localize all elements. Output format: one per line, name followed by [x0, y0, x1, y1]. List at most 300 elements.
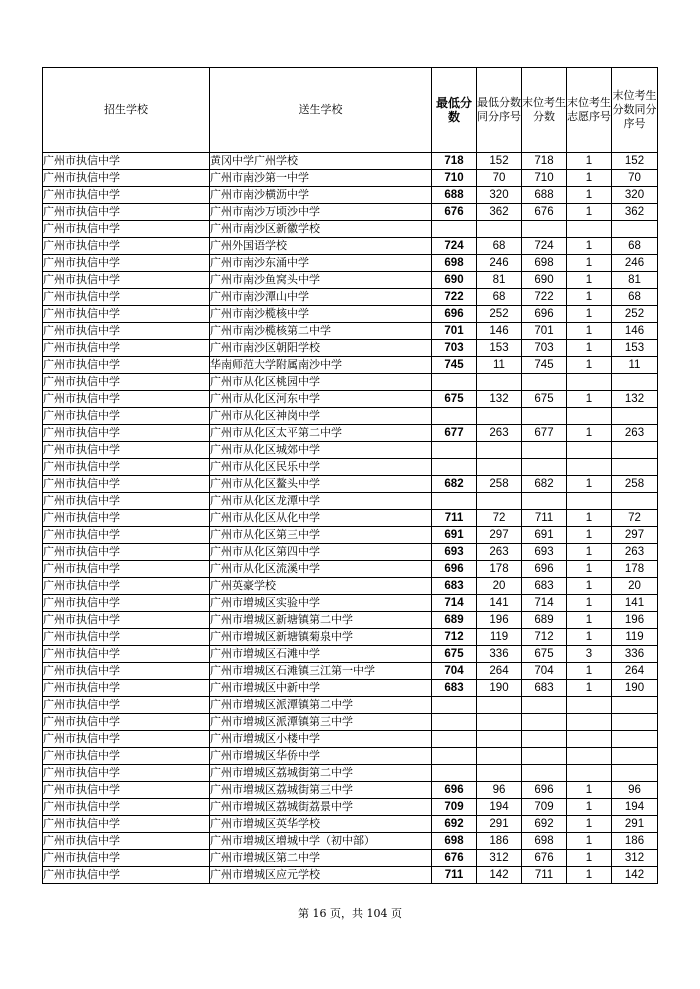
cell-last-preference: 1 [567, 833, 612, 850]
cell-min-score-rank: 142 [477, 867, 522, 884]
cell-last-score: 689 [522, 612, 567, 629]
cell-last-rank [612, 697, 658, 714]
cell-min-score-rank: 72 [477, 510, 522, 527]
cell-last-preference: 1 [567, 595, 612, 612]
table-row [43, 408, 658, 425]
cell-min-score-rank: 70 [477, 170, 522, 187]
cell-last-preference: 1 [567, 391, 612, 408]
cell-send-school: 广州市增城区石滩中学 [210, 646, 432, 663]
cell-send-school: 广州市南沙区朝阳学校 [210, 340, 432, 357]
cell-last-rank: 142 [612, 867, 658, 884]
cell-last-preference: 1 [567, 340, 612, 357]
cell-last-rank [612, 442, 658, 459]
cell-min-score-rank: 68 [477, 289, 522, 306]
cell-last-score: 724 [522, 238, 567, 255]
cell-min-score: 696 [432, 782, 477, 799]
cell-min-score: 712 [432, 629, 477, 646]
cell-recruit-school: 广州市执信中学 [43, 867, 210, 884]
table-row [43, 153, 658, 170]
cell-recruit-school: 广州市执信中学 [43, 714, 210, 731]
cell-last-rank: 336 [612, 646, 658, 663]
cell-min-score-rank: 252 [477, 306, 522, 323]
cell-last-score: 710 [522, 170, 567, 187]
cell-send-school: 广州市增城区派潭镇第二中学 [210, 697, 432, 714]
table-row [43, 765, 658, 782]
cell-min-score: 703 [432, 340, 477, 357]
table-row [43, 391, 658, 408]
cell-recruit-school: 广州市执信中学 [43, 340, 210, 357]
cell-recruit-school: 广州市执信中学 [43, 425, 210, 442]
cell-last-preference: 1 [567, 153, 612, 170]
cell-last-preference: 1 [567, 816, 612, 833]
table-row [43, 238, 658, 255]
cell-recruit-school: 广州市执信中学 [43, 391, 210, 408]
cell-min-score [432, 221, 477, 238]
cell-recruit-school: 广州市执信中学 [43, 374, 210, 391]
cell-last-rank: 297 [612, 527, 658, 544]
cell-min-score: 711 [432, 510, 477, 527]
cell-last-score [522, 408, 567, 425]
cell-last-rank: 96 [612, 782, 658, 799]
table-row [43, 782, 658, 799]
cell-send-school: 广州市增城区荔城街第三中学 [210, 782, 432, 799]
cell-last-preference [567, 714, 612, 731]
cell-recruit-school: 广州市执信中学 [43, 680, 210, 697]
cell-min-score-rank: 297 [477, 527, 522, 544]
cell-recruit-school: 广州市执信中学 [43, 612, 210, 629]
cell-min-score: 690 [432, 272, 477, 289]
cell-recruit-school: 广州市执信中学 [43, 255, 210, 272]
cell-last-rank [612, 714, 658, 731]
cell-last-score: 698 [522, 255, 567, 272]
cell-recruit-school: 广州市执信中学 [43, 459, 210, 476]
page-footer: 第 16 页，共 104 页 [298, 907, 402, 920]
cell-recruit-school: 广州市执信中学 [43, 663, 210, 680]
table-row [43, 187, 658, 204]
cell-last-preference: 1 [567, 425, 612, 442]
cell-last-score [522, 459, 567, 476]
cell-last-preference: 1 [567, 510, 612, 527]
cell-min-score-rank [477, 493, 522, 510]
cell-last-score [522, 442, 567, 459]
cell-send-school: 广州市从化区城郊中学 [210, 442, 432, 459]
cell-last-preference: 1 [567, 255, 612, 272]
cell-min-score-rank: 178 [477, 561, 522, 578]
cell-last-rank: 252 [612, 306, 658, 323]
cell-recruit-school: 广州市执信中学 [43, 527, 210, 544]
table-row [43, 697, 658, 714]
cell-min-score: 675 [432, 646, 477, 663]
cell-last-rank [612, 493, 658, 510]
cell-min-score: 714 [432, 595, 477, 612]
cell-last-preference: 1 [567, 850, 612, 867]
cell-last-preference [567, 221, 612, 238]
cell-last-preference: 1 [567, 527, 612, 544]
table-row [43, 714, 658, 731]
cell-last-score [522, 765, 567, 782]
cell-recruit-school: 广州市执信中学 [43, 272, 210, 289]
cell-min-score-rank: 20 [477, 578, 522, 595]
table-row [43, 357, 658, 374]
cell-last-rank: 196 [612, 612, 658, 629]
cell-send-school: 广州市从化区太平第二中学 [210, 425, 432, 442]
table-row [43, 748, 658, 765]
cell-last-rank: 141 [612, 595, 658, 612]
cell-last-preference: 1 [567, 867, 612, 884]
cell-recruit-school: 广州市执信中学 [43, 544, 210, 561]
cell-last-score: 696 [522, 782, 567, 799]
cell-min-score-rank: 362 [477, 204, 522, 221]
cell-send-school: 广州市从化区民乐中学 [210, 459, 432, 476]
cell-last-score: 711 [522, 867, 567, 884]
cell-min-score-rank [477, 442, 522, 459]
cell-last-rank: 362 [612, 204, 658, 221]
cell-recruit-school: 广州市执信中学 [43, 629, 210, 646]
cell-min-score-rank: 258 [477, 476, 522, 493]
cell-last-score: 683 [522, 680, 567, 697]
cell-last-preference: 1 [567, 799, 612, 816]
cell-min-score-rank [477, 221, 522, 238]
cell-last-score [522, 748, 567, 765]
cell-send-school: 华南师范大学附属南沙中学 [210, 357, 432, 374]
cell-min-score-rank [477, 374, 522, 391]
cell-min-score: 724 [432, 238, 477, 255]
cell-last-rank [612, 408, 658, 425]
cell-last-score: 722 [522, 289, 567, 306]
cell-min-score [432, 697, 477, 714]
cell-min-score-rank: 152 [477, 153, 522, 170]
cell-send-school: 广州市增城区荔城街荔景中学 [210, 799, 432, 816]
cell-min-score [432, 765, 477, 782]
cell-last-preference: 1 [567, 680, 612, 697]
cell-last-rank: 194 [612, 799, 658, 816]
cell-send-school: 广州市从化区河东中学 [210, 391, 432, 408]
cell-min-score: 683 [432, 578, 477, 595]
cell-send-school: 广州市南沙鱼窝头中学 [210, 272, 432, 289]
table-row [43, 272, 658, 289]
cell-recruit-school: 广州市执信中学 [43, 306, 210, 323]
cell-recruit-school: 广州市执信中学 [43, 816, 210, 833]
cell-min-score-rank: 194 [477, 799, 522, 816]
table-row [43, 374, 658, 391]
cell-last-score: 691 [522, 527, 567, 544]
cell-min-score [432, 408, 477, 425]
cell-min-score [432, 714, 477, 731]
cell-last-rank: 70 [612, 170, 658, 187]
table-row [43, 833, 658, 850]
cell-last-score: 675 [522, 391, 567, 408]
cell-recruit-school: 广州市执信中学 [43, 697, 210, 714]
cell-last-score [522, 221, 567, 238]
cell-min-score-rank [477, 714, 522, 731]
cell-send-school: 广州市增城区石滩镇三江第一中学 [210, 663, 432, 680]
cell-last-preference [567, 748, 612, 765]
cell-min-score: 696 [432, 306, 477, 323]
cell-min-score: 718 [432, 153, 477, 170]
cell-last-preference [567, 374, 612, 391]
cell-min-score: 677 [432, 425, 477, 442]
cell-min-score [432, 442, 477, 459]
cell-last-score [522, 493, 567, 510]
cell-last-score [522, 697, 567, 714]
cell-send-school: 黄冈中学广州学校 [210, 153, 432, 170]
cell-last-preference: 1 [567, 323, 612, 340]
table-row [43, 204, 658, 221]
cell-recruit-school: 广州市执信中学 [43, 357, 210, 374]
table-row [43, 289, 658, 306]
cell-min-score-rank: 263 [477, 544, 522, 561]
cell-recruit-school: 广州市执信中学 [43, 765, 210, 782]
cell-min-score-rank: 119 [477, 629, 522, 646]
cell-last-score: 712 [522, 629, 567, 646]
cell-recruit-school: 广州市执信中学 [43, 289, 210, 306]
cell-last-rank [612, 221, 658, 238]
cell-recruit-school: 广州市执信中学 [43, 442, 210, 459]
cell-send-school: 广州市南沙横沥中学 [210, 187, 432, 204]
cell-min-score-rank: 68 [477, 238, 522, 255]
cell-send-school: 广州市增城区派潭镇第三中学 [210, 714, 432, 731]
table-row [43, 850, 658, 867]
cell-last-score: 676 [522, 850, 567, 867]
cell-min-score [432, 731, 477, 748]
cell-last-preference: 1 [567, 272, 612, 289]
cell-min-score [432, 459, 477, 476]
table-row [43, 867, 658, 884]
cell-recruit-school: 广州市执信中学 [43, 323, 210, 340]
cell-send-school: 广州市增城区荔城街第二中学 [210, 765, 432, 782]
cell-last-preference: 1 [567, 629, 612, 646]
cell-min-score: 698 [432, 833, 477, 850]
cell-send-school: 广州市增城区中新中学 [210, 680, 432, 697]
cell-last-rank: 81 [612, 272, 658, 289]
cell-recruit-school: 广州市执信中学 [43, 748, 210, 765]
cell-last-score: 704 [522, 663, 567, 680]
table-row [43, 799, 658, 816]
cell-min-score: 688 [432, 187, 477, 204]
cell-last-score: 682 [522, 476, 567, 493]
cell-last-rank: 291 [612, 816, 658, 833]
header-last-score: 末位考生分数 [522, 68, 567, 153]
cell-last-preference: 1 [567, 187, 612, 204]
cell-last-preference [567, 442, 612, 459]
header-min-score-rank: 最低分数同分序号 [477, 68, 522, 153]
cell-send-school: 广州市南沙万顷沙中学 [210, 204, 432, 221]
cell-recruit-school: 广州市执信中学 [43, 476, 210, 493]
cell-last-score: 692 [522, 816, 567, 833]
cell-min-score-rank: 264 [477, 663, 522, 680]
cell-last-rank: 320 [612, 187, 658, 204]
table-row [43, 170, 658, 187]
cell-last-rank: 153 [612, 340, 658, 357]
cell-last-rank: 11 [612, 357, 658, 374]
cell-last-rank [612, 748, 658, 765]
cell-min-score-rank: 96 [477, 782, 522, 799]
cell-last-rank: 264 [612, 663, 658, 680]
cell-send-school: 广州市南沙东涌中学 [210, 255, 432, 272]
cell-send-school: 广州市从化区龙潭中学 [210, 493, 432, 510]
cell-last-rank: 246 [612, 255, 658, 272]
cell-last-score: 709 [522, 799, 567, 816]
cell-last-score: 698 [522, 833, 567, 850]
cell-send-school: 广州市从化区第三中学 [210, 527, 432, 544]
cell-last-score: 714 [522, 595, 567, 612]
cell-recruit-school: 广州市执信中学 [43, 204, 210, 221]
cell-last-rank: 312 [612, 850, 658, 867]
cell-min-score-rank [477, 408, 522, 425]
cell-last-preference: 1 [567, 170, 612, 187]
cell-min-score: 683 [432, 680, 477, 697]
cell-last-rank: 263 [612, 544, 658, 561]
cell-send-school: 广州市增城区第二中学 [210, 850, 432, 867]
cell-send-school: 广州市增城区新塘镇第二中学 [210, 612, 432, 629]
table-row [43, 629, 658, 646]
cell-last-rank: 132 [612, 391, 658, 408]
cell-recruit-school: 广州市执信中学 [43, 782, 210, 799]
cell-recruit-school: 广州市执信中学 [43, 187, 210, 204]
cell-last-rank: 146 [612, 323, 658, 340]
cell-send-school: 广州市南沙榄核中学 [210, 306, 432, 323]
cell-send-school: 广州市增城区实验中学 [210, 595, 432, 612]
cell-min-score-rank: 320 [477, 187, 522, 204]
cell-last-score: 683 [522, 578, 567, 595]
table-row [43, 561, 658, 578]
cell-min-score-rank [477, 459, 522, 476]
cell-send-school: 广州市增城区英华学校 [210, 816, 432, 833]
cell-send-school: 广州市南沙区新徽学校 [210, 221, 432, 238]
cell-last-score: 690 [522, 272, 567, 289]
table-row [43, 306, 658, 323]
cell-min-score: 745 [432, 357, 477, 374]
cell-last-score: 676 [522, 204, 567, 221]
cell-last-rank: 20 [612, 578, 658, 595]
table-row [43, 680, 658, 697]
cell-send-school: 广州市南沙第一中学 [210, 170, 432, 187]
cell-last-preference [567, 459, 612, 476]
cell-recruit-school: 广州市执信中学 [43, 850, 210, 867]
cell-last-preference: 1 [567, 289, 612, 306]
table-row [43, 425, 658, 442]
cell-min-score: 682 [432, 476, 477, 493]
cell-send-school: 广州市南沙榄核第二中学 [210, 323, 432, 340]
header-last-preference: 末位考生志愿序号 [567, 68, 612, 153]
cell-last-preference: 3 [567, 646, 612, 663]
cell-send-school: 广州市从化区从化中学 [210, 510, 432, 527]
cell-recruit-school: 广州市执信中学 [43, 561, 210, 578]
header-min-score: 最低分数 [432, 68, 477, 153]
cell-recruit-school: 广州市执信中学 [43, 731, 210, 748]
cell-last-preference: 1 [567, 561, 612, 578]
cell-min-score-rank: 190 [477, 680, 522, 697]
cell-last-rank: 190 [612, 680, 658, 697]
cell-min-score: 722 [432, 289, 477, 306]
cell-last-rank [612, 374, 658, 391]
cell-last-preference: 1 [567, 306, 612, 323]
cell-last-preference [567, 731, 612, 748]
cell-min-score: 696 [432, 561, 477, 578]
cell-send-school: 广州市从化区第四中学 [210, 544, 432, 561]
cell-last-preference [567, 765, 612, 782]
cell-send-school: 广州市从化区鳌头中学 [210, 476, 432, 493]
cell-min-score-rank: 312 [477, 850, 522, 867]
cell-recruit-school: 广州市执信中学 [43, 408, 210, 425]
cell-send-school: 广州市增城区新塘镇菊泉中学 [210, 629, 432, 646]
cell-min-score-rank: 11 [477, 357, 522, 374]
cell-last-preference: 1 [567, 578, 612, 595]
cell-min-score: 676 [432, 204, 477, 221]
cell-min-score: 675 [432, 391, 477, 408]
cell-min-score-rank: 81 [477, 272, 522, 289]
cell-last-score: 703 [522, 340, 567, 357]
cell-last-preference: 1 [567, 663, 612, 680]
cell-last-preference: 1 [567, 204, 612, 221]
table-row [43, 221, 658, 238]
table-header-row [43, 68, 658, 153]
cell-send-school: 广州市增城区应元学校 [210, 867, 432, 884]
cell-last-score: 693 [522, 544, 567, 561]
cell-send-school: 广州外国语学校 [210, 238, 432, 255]
cell-min-score: 692 [432, 816, 477, 833]
table-row [43, 476, 658, 493]
table-row [43, 255, 658, 272]
cell-last-preference [567, 408, 612, 425]
cell-min-score: 698 [432, 255, 477, 272]
cell-last-score: 675 [522, 646, 567, 663]
cell-recruit-school: 广州市执信中学 [43, 595, 210, 612]
cell-last-score: 718 [522, 153, 567, 170]
cell-min-score-rank: 336 [477, 646, 522, 663]
cell-min-score: 676 [432, 850, 477, 867]
table-row [43, 595, 658, 612]
cell-send-school: 广州市从化区流溪中学 [210, 561, 432, 578]
table-row [43, 646, 658, 663]
cell-recruit-school: 广州市执信中学 [43, 799, 210, 816]
cell-recruit-school: 广州市执信中学 [43, 238, 210, 255]
cell-last-rank: 258 [612, 476, 658, 493]
cell-last-rank: 178 [612, 561, 658, 578]
cell-last-score [522, 731, 567, 748]
cell-last-rank: 68 [612, 238, 658, 255]
cell-min-score: 710 [432, 170, 477, 187]
cell-min-score: 709 [432, 799, 477, 816]
cell-min-score-rank [477, 731, 522, 748]
cell-min-score-rank [477, 765, 522, 782]
cell-last-rank [612, 731, 658, 748]
table-row [43, 340, 658, 357]
cell-min-score-rank: 246 [477, 255, 522, 272]
cell-min-score: 704 [432, 663, 477, 680]
cell-min-score-rank: 263 [477, 425, 522, 442]
cell-min-score-rank: 132 [477, 391, 522, 408]
cell-send-school: 广州市从化区神岗中学 [210, 408, 432, 425]
cell-last-rank: 119 [612, 629, 658, 646]
cell-recruit-school: 广州市执信中学 [43, 170, 210, 187]
admission-score-table [42, 67, 658, 884]
cell-recruit-school: 广州市执信中学 [43, 221, 210, 238]
table-row [43, 442, 658, 459]
header-send-school: 送生学校 [210, 68, 432, 153]
cell-recruit-school: 广州市执信中学 [43, 510, 210, 527]
cell-last-preference [567, 493, 612, 510]
cell-min-score-rank: 146 [477, 323, 522, 340]
cell-last-score [522, 374, 567, 391]
table-row [43, 731, 658, 748]
cell-send-school: 广州市从化区桃园中学 [210, 374, 432, 391]
cell-recruit-school: 广州市执信中学 [43, 646, 210, 663]
cell-last-score: 745 [522, 357, 567, 374]
cell-last-score [522, 714, 567, 731]
cell-min-score-rank: 196 [477, 612, 522, 629]
header-last-rank: 末位考生分数同分序号 [612, 68, 658, 153]
